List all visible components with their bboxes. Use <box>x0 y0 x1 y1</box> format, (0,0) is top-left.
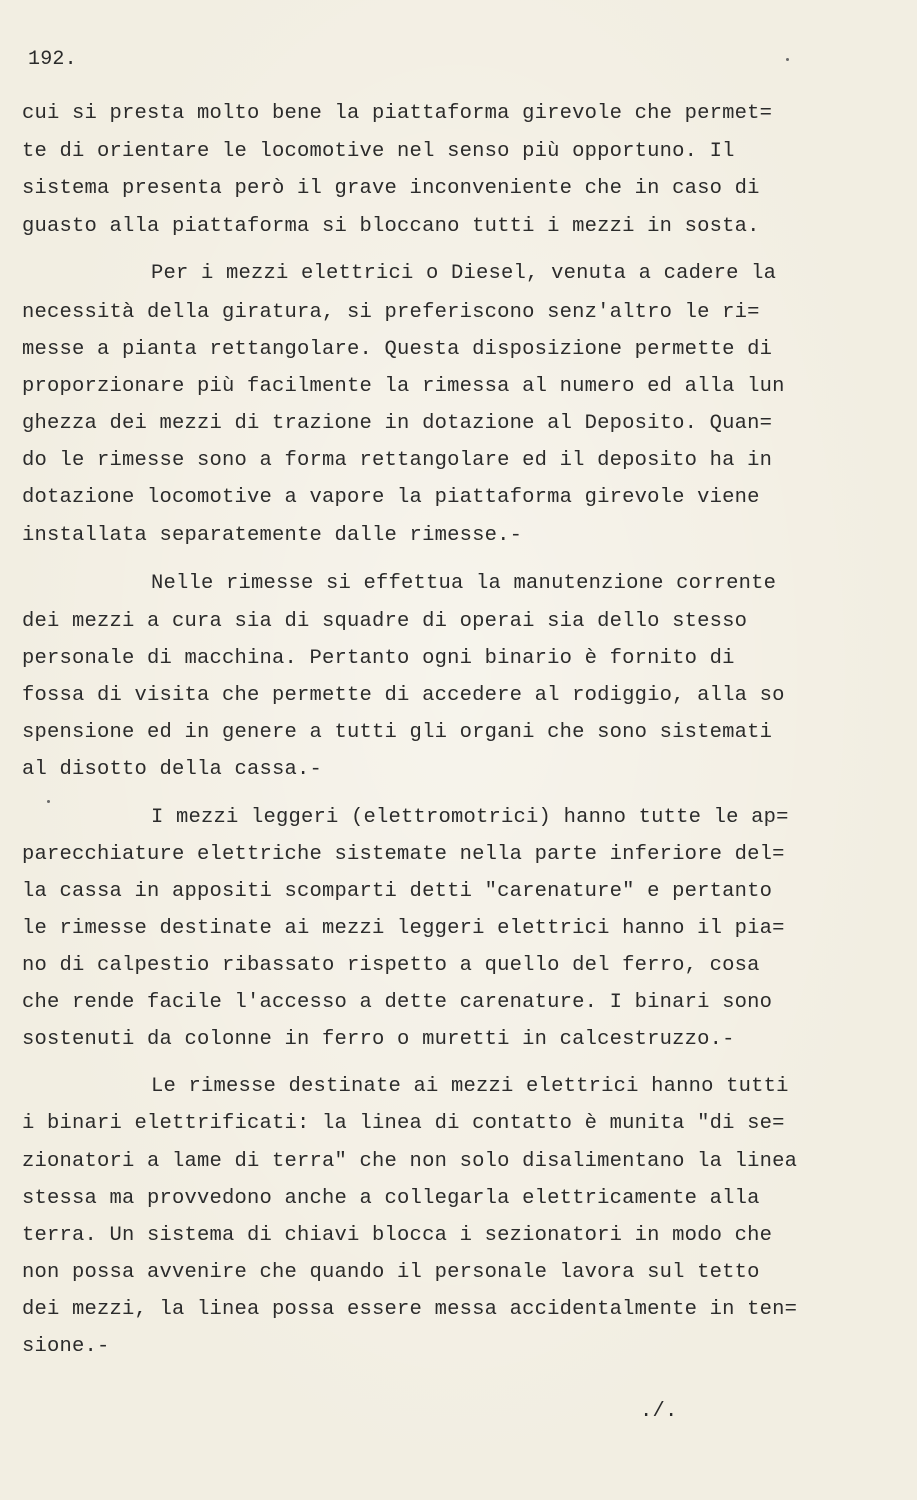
text-line: personale di macchina. Pertanto ogni binario è fornito di <box>22 647 735 670</box>
text-line: dei mezzi, la linea possa essere messa accidentalmente in ten= <box>22 1298 798 1321</box>
text-line: necessità della giratura, si preferiscono senz'altro le ri= <box>22 301 760 324</box>
text-line: dotazione locomotive a vapore la piattaforma girevole viene <box>22 486 760 509</box>
text-line: la cassa in appositi scomparti detti "carenature" e pertanto <box>22 880 773 903</box>
ink-speck <box>786 58 789 61</box>
text-line: guasto alla piattaforma si bloccano tutti i mezzi in sosta. <box>22 215 760 238</box>
text-line: dei mezzi a cura sia di squadre di operai sia dello stesso <box>22 610 748 633</box>
page-number: 192. <box>28 48 77 71</box>
text-line: Le rimesse destinate ai mezzi elettrici hanno tutti <box>151 1075 789 1098</box>
text-line: ghezza dei mezzi di trazione in dotazione al Deposito. Quan= <box>22 412 773 435</box>
text-line: non possa avvenire che quando il personale lavora sul tetto <box>22 1261 760 1284</box>
text-line: no di calpestio ribassato rispetto a quello del ferro, cosa <box>22 954 760 977</box>
text-line: spensione ed in genere a tutti gli organi che sono sistemati <box>22 721 773 744</box>
text-line: installata separatemente dalle rimesse.- <box>22 524 523 547</box>
ink-speck <box>47 800 50 803</box>
text-line: messe a pianta rettangolare. Questa disposizione permette di <box>22 338 773 361</box>
text-line: do le rimesse sono a forma rettangolare ed il deposito ha in <box>22 449 773 472</box>
text-line: zionatori a lame di terra" che non solo disalimentano la linea <box>22 1150 798 1173</box>
text-line: parecchiature elettriche sistemate nella parte inferiore del= <box>22 843 785 866</box>
text-line: terra. Un sistema di chiavi blocca i sezionatori in modo che <box>22 1224 773 1247</box>
text-line: stessa ma provvedono anche a collegarla elettricamente alla <box>22 1187 760 1210</box>
text-line: sostenuti da colonne in ferro o muretti in calcestruzzo.- <box>22 1028 735 1051</box>
text-line: te di orientare le locomotive nel senso più opportuno. Il <box>22 140 735 163</box>
text-line: proporzionare più facilmente la rimessa al numero ed alla lun <box>22 375 785 398</box>
continuation-mark: ./. <box>640 1400 678 1423</box>
text-line: Nelle rimesse si effettua la manutenzione corrente <box>151 572 777 595</box>
text-line: fossa di visita che permette di accedere al rodiggio, alla so <box>22 684 785 707</box>
text-line: cui si presta molto bene la piattaforma girevole che permet= <box>22 102 773 125</box>
text-line: i binari elettrificati: la linea di contatto è munita "di se= <box>22 1112 785 1135</box>
text-line: Per i mezzi elettrici o Diesel, venuta a cadere la <box>151 262 777 285</box>
text-line: I mezzi leggeri (elettromotrici) hanno tutte le ap= <box>151 806 789 829</box>
text-line: sistema presenta però il grave inconveniente che in caso di <box>22 177 760 200</box>
text-line: le rimesse destinate ai mezzi leggeri elettrici hanno il pia= <box>22 917 785 940</box>
text-line: al disotto della cassa.- <box>22 758 323 781</box>
text-line: sione.- <box>22 1335 110 1358</box>
text-line: che rende facile l'accesso a dette carenature. I binari sono <box>22 991 773 1014</box>
